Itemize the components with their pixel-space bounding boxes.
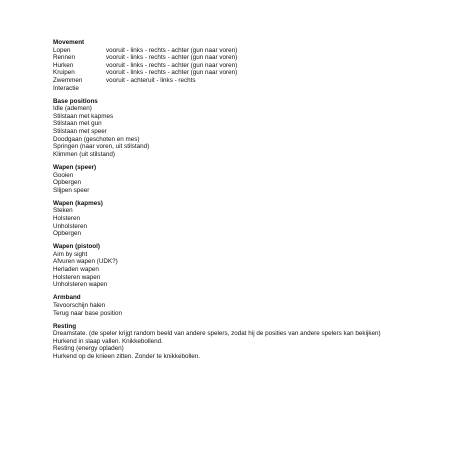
list-item: Hurkend op de knieen zitten. Zonder te knikkebollen. (53, 352, 201, 360)
list-item: Stilstaan met gun (53, 120, 102, 128)
movement-desc: vooruit - links - rechts - achter (gun naar voren) (106, 69, 238, 77)
list-item: Doodgaan (geschoten en mes) (53, 135, 140, 143)
section-heading: Base positions (53, 97, 98, 105)
list-item: Unholsteren wapen (53, 281, 108, 289)
movement-row (53, 54, 393, 62)
list-item: Springen (naar voren, uit stilstand) (53, 143, 150, 151)
movement-name: Kruipen (53, 69, 75, 77)
movement-name: Lopen (53, 46, 71, 54)
section-heading: Resting (53, 322, 77, 330)
section-heading: Movement (53, 39, 85, 46)
list-item: Stilstaan met kapmes (53, 112, 114, 120)
movement-name: Hurken (53, 61, 74, 69)
list-item: Interactie (53, 84, 79, 92)
list-item: Dreamstate. (de speler krijgt random beeld van andere spelers, zodat hij de posities van andere spelers kan bekijken) (53, 330, 381, 338)
movement-name: Zwemmen (53, 76, 83, 84)
movement-desc: vooruit - links - rechts - achter (gun naar voren) (106, 46, 238, 54)
list-item: Holsteren wapen (53, 273, 101, 281)
list-item: Gooien (53, 171, 74, 179)
list-item: Opbergen (53, 179, 82, 187)
section-wapen-pistool (53, 243, 393, 289)
movement-row (53, 62, 393, 70)
list-item: Afvuren wapen (UDK?) (53, 258, 118, 266)
list-item: Unholsteren (53, 222, 87, 230)
section-heading: Wapen (kapmes) (53, 199, 103, 207)
movement-desc: vooruit - links - rechts - achter (gun naar voren) (106, 61, 238, 69)
list-item: Aim by sight (53, 250, 88, 258)
section-heading: Armband (53, 294, 81, 302)
section-base-positions (53, 98, 393, 159)
list-item: Herladen wapen (53, 266, 99, 274)
section-armband (53, 294, 393, 317)
list-item: Klimmen (uit stilstand) (53, 150, 115, 158)
list-item: Idle (ademen) (53, 105, 92, 113)
list-item: Opbergen (53, 230, 82, 238)
list-item: Holsteren (53, 214, 80, 222)
movement-desc: vooruit - achteruit - links - rechts (106, 76, 196, 84)
list-item: Hurkend in slaap vallen. Knikkebollend. (53, 337, 163, 345)
movement-row (53, 47, 393, 55)
section-heading: Wapen (speer) (53, 163, 97, 171)
list-item: Stilstaan met speer (53, 128, 107, 136)
document-content (53, 39, 393, 366)
movement-name: Rennen (53, 54, 76, 62)
movement-row (53, 69, 393, 77)
list-item: Slijpen speer (53, 186, 90, 194)
movement-desc: vooruit - links - rechts - achter (gun naar voren) (106, 54, 238, 62)
list-item: Steken (53, 207, 73, 215)
list-item: Terug naar base position (53, 309, 122, 317)
section-wapen-speer (53, 164, 393, 194)
section-wapen-kapmes (53, 200, 393, 238)
section-resting (53, 323, 393, 361)
movement-row (53, 77, 393, 85)
section-heading: Wapen (pistool) (53, 243, 100, 251)
section-movement (53, 39, 393, 92)
list-item: Tevoorschijn halen (53, 301, 106, 309)
list-item: Resting (energy opladen) (53, 345, 124, 353)
